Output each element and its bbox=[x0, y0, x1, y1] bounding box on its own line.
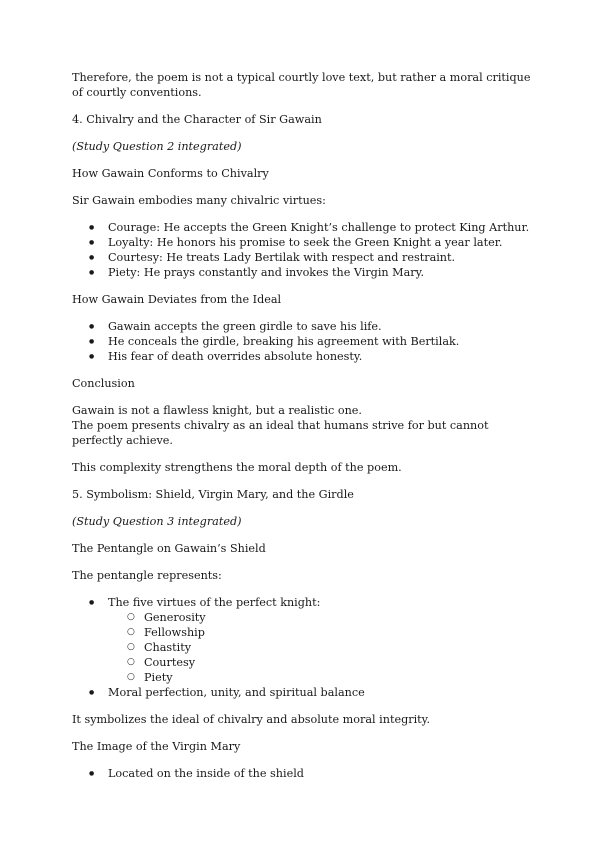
virgin-list bbox=[72, 766, 540, 781]
five-virtues-label: The five virtues of the perfect knight: bbox=[108, 596, 321, 609]
list-item bbox=[72, 595, 540, 685]
virtues-list bbox=[72, 220, 540, 280]
conforms-intro: Sir Gawain embodies many chivalric virtues: bbox=[72, 194, 326, 207]
section-4-heading: 4. Chivalry and the Character of Sir Gawain bbox=[72, 113, 322, 126]
conforms-heading: How Gawain Conforms to Chivalry bbox=[72, 167, 269, 180]
list-item: ● Courtesy: He treats Lady Bertilak with respect and restraint. bbox=[72, 250, 540, 265]
list-item: ● Gawain accepts the green girdle to save his life. bbox=[72, 319, 540, 334]
conclusion-line-2: The poem presents chivalry as an ideal that humans strive for but cannot perfectly achieve. bbox=[72, 419, 489, 447]
section-4-note: (Study Question 2 integrated) bbox=[72, 140, 242, 153]
sublist-item: ○ Piety bbox=[108, 670, 540, 685]
sublist-item: ○ Courtesy bbox=[108, 655, 540, 670]
list-item: ● His fear of death overrides absolute honesty. bbox=[72, 349, 540, 364]
list-item: ● Loyalty: He honors his promise to seek the Green Knight a year later. bbox=[72, 235, 540, 250]
conclusion-line-1: Gawain is not a flawless knight, but a realistic one. bbox=[72, 404, 362, 417]
pentangle-summary: It symbolizes the ideal of chivalry and absolute moral integrity. bbox=[72, 713, 431, 726]
section-5-note: (Study Question 3 integrated) bbox=[72, 515, 242, 528]
list-item: ● Moral perfection, unity, and spiritual balance bbox=[72, 685, 540, 700]
list-item: ● Located on the inside of the shield bbox=[72, 766, 540, 781]
deviates-heading: How Gawain Deviates from the Ideal bbox=[72, 293, 282, 306]
virgin-heading: The Image of the Virgin Mary bbox=[72, 740, 241, 753]
conclusion-line-3: This complexity strengthens the moral depth of the poem. bbox=[72, 461, 402, 474]
list-item: ● Courage: He accepts the Green Knight’s challenge to protect King Arthur. bbox=[72, 220, 540, 235]
pentangle-list bbox=[72, 595, 540, 700]
list-item: ● He conceals the girdle, breaking his agreement with Bertilak. bbox=[72, 334, 540, 349]
section-5-heading: 5. Symbolism: Shield, Virgin Mary, and the Girdle bbox=[72, 488, 354, 501]
list-item: ● Piety: He prays constantly and invokes the Virgin Mary. bbox=[72, 265, 540, 280]
sublist-item: ○ Fellowship bbox=[108, 625, 540, 640]
sublist-item: ○ Generosity bbox=[108, 610, 540, 625]
deviations-list bbox=[72, 319, 540, 364]
pentangle-intro: The pentangle represents: bbox=[72, 569, 222, 582]
five-virtues-sublist bbox=[108, 610, 540, 685]
intro-paragraph: Therefore, the poem is not a typical courtly love text, but rather a moral critique of courtly conventions. bbox=[72, 71, 531, 99]
pentangle-heading: The Pentangle on Gawain’s Shield bbox=[72, 542, 266, 555]
conclusion-heading: Conclusion bbox=[72, 377, 135, 390]
sublist-item: ○ Chastity bbox=[108, 640, 540, 655]
